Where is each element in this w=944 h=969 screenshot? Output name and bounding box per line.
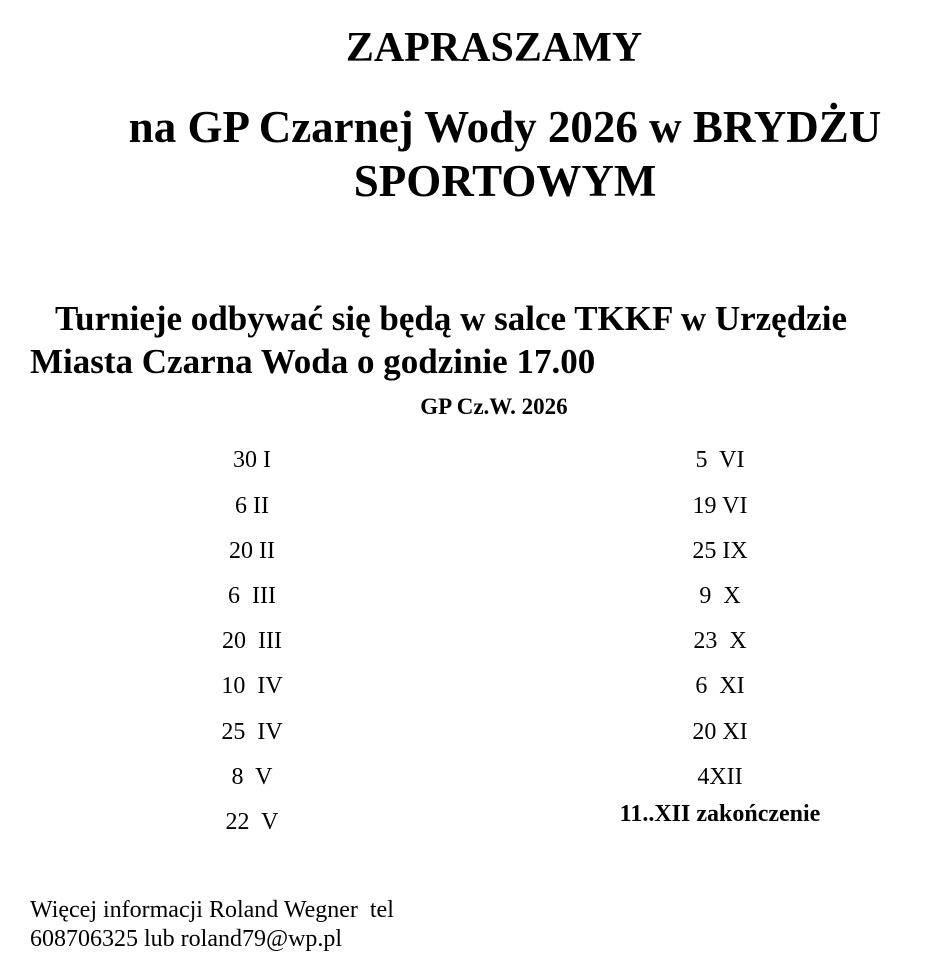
- date-right-2: 19 VI: [692, 493, 748, 519]
- date-left-8: 8 V: [231, 764, 273, 790]
- date-left-6: 10 IV: [221, 673, 283, 699]
- date-left-2: 6 II: [235, 493, 269, 519]
- date-right-6: 6 XI: [695, 673, 745, 699]
- date-right-5: 23 X: [693, 628, 747, 654]
- date-left-4: 6 III: [228, 583, 276, 609]
- date-left-3: 20 II: [229, 538, 275, 564]
- date-left-7: 25 IV: [221, 719, 283, 745]
- date-left-9: 22 V: [225, 809, 279, 835]
- date-right-3: 25 IX: [692, 538, 748, 564]
- contact-line-1: Więcej informacji Roland Wegner tel: [30, 897, 394, 923]
- invitation-title: ZAPRASZAMY: [345, 25, 643, 71]
- date-right-7: 20 XI: [692, 719, 748, 745]
- date-right-1: 5 VI: [695, 447, 745, 473]
- date-right-8: 4XII: [697, 764, 743, 790]
- schedule-heading: GP Cz.W. 2026: [420, 394, 568, 419]
- venue-info: Turnieje odbywać się będą w salce TKKF w Urzędzie Miasta Czarna Woda o godzinie 17.00: [30, 299, 847, 381]
- schedule-ending: 11..XII zakończenie: [619, 801, 821, 827]
- date-right-4: 9 X: [699, 583, 741, 609]
- event-subtitle: na GP Czarnej Wody 2026 w BRYDŻU SPORTOWYM: [128, 102, 882, 206]
- date-left-1: 30 I: [233, 447, 271, 473]
- contact-line-2: 608706325 lub roland79@wp.pl: [30, 926, 343, 952]
- date-left-5: 20 III: [222, 628, 282, 654]
